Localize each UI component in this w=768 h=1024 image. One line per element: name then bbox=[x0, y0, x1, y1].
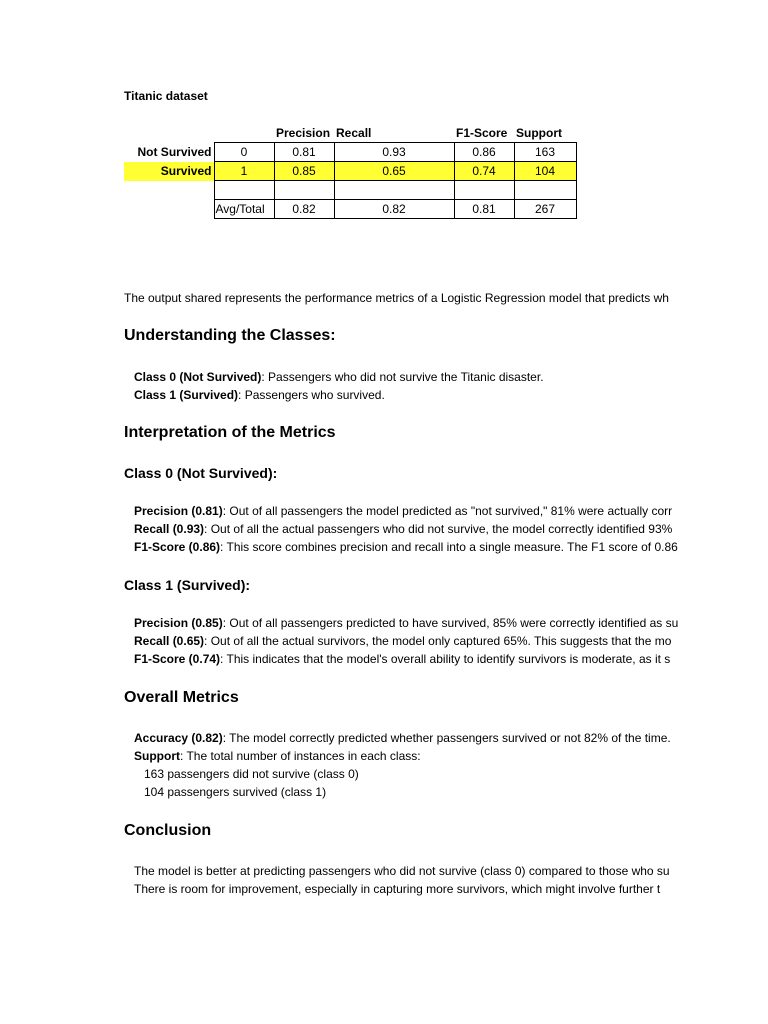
heading-class1: Class 1 (Survived): bbox=[124, 577, 251, 593]
precision-cell[interactable]: 0.81 bbox=[274, 143, 334, 162]
support-class1: 104 passengers survived (class 1) bbox=[144, 785, 327, 799]
empty-cell[interactable] bbox=[454, 181, 514, 200]
c1-precision: Precision (0.85): Out of all passengers predicted to have survived, 85% were correctly identified as su bbox=[134, 616, 679, 630]
metrics-table bbox=[124, 124, 577, 219]
avg-support-cell[interactable]: 267 bbox=[514, 200, 576, 219]
class0-definition: Class 0 (Not Survived): Passengers who did not survive the Titanic disaster. bbox=[134, 370, 544, 384]
f1-cell[interactable]: 0.86 bbox=[454, 143, 514, 162]
conclusion-line-2: There is room for improvement, especially in capturing more survivors, which might involve further t bbox=[134, 882, 661, 896]
heading-classes: Understanding the Classes: bbox=[124, 327, 336, 344]
page-title: Titanic dataset bbox=[124, 89, 208, 103]
table-header-row bbox=[124, 124, 576, 143]
precision-cell[interactable]: 0.85 bbox=[274, 162, 334, 181]
c0-f1: F1-Score (0.86): This score combines precision and recall into a single measure. The F1 score of 0.86 bbox=[134, 540, 678, 554]
avg-f1-cell[interactable]: 0.81 bbox=[454, 200, 514, 219]
class-cell[interactable]: 0 bbox=[214, 143, 274, 162]
support-cell[interactable]: 163 bbox=[514, 143, 576, 162]
row-label-survived: Survived bbox=[124, 162, 214, 181]
support-cell[interactable]: 104 bbox=[514, 162, 576, 181]
c1-f1: F1-Score (0.74): This indicates that the model's overall ability to identify survivors is moderate, as it s bbox=[134, 652, 671, 666]
avg-total-label[interactable]: Avg/Total bbox=[214, 200, 274, 219]
conclusion-line-1: The model is better at predicting passengers who did not survive (class 0) compared to those who su bbox=[134, 864, 670, 878]
recall-cell[interactable]: 0.65 bbox=[334, 162, 454, 181]
header-f1: F1-Score bbox=[456, 126, 508, 140]
heading-overall: Overall Metrics bbox=[124, 689, 239, 706]
c0-precision: Precision (0.81): Out of all passengers the model predicted as "not survived," 81% were actually corr bbox=[134, 504, 673, 518]
empty-cell[interactable] bbox=[214, 181, 274, 200]
table-row-highlighted bbox=[124, 162, 576, 181]
intro-text: The output shared represents the performance metrics of a Logistic Regression model that predicts wh bbox=[124, 291, 669, 305]
support-class0: 163 passengers did not survive (class 0) bbox=[144, 767, 359, 781]
class1-definition: Class 1 (Survived): Passengers who survived. bbox=[134, 388, 385, 402]
header-precision: Precision bbox=[276, 126, 331, 140]
recall-cell[interactable]: 0.93 bbox=[334, 143, 454, 162]
table-row-avg bbox=[124, 200, 576, 219]
support-line: Support: The total number of instances in each class: bbox=[134, 749, 421, 763]
empty-cell[interactable] bbox=[274, 181, 334, 200]
f1-cell[interactable]: 0.74 bbox=[454, 162, 514, 181]
table-row bbox=[124, 143, 576, 162]
empty-cell[interactable] bbox=[514, 181, 576, 200]
row-label-not-survived: Not Survived bbox=[137, 145, 212, 159]
class-cell[interactable]: 1 bbox=[214, 162, 274, 181]
avg-precision-cell[interactable]: 0.82 bbox=[274, 200, 334, 219]
heading-class0: Class 0 (Not Survived): bbox=[124, 465, 278, 481]
header-recall: Recall bbox=[336, 126, 372, 140]
avg-recall-cell[interactable]: 0.82 bbox=[334, 200, 454, 219]
table-row-empty bbox=[124, 181, 576, 200]
c1-recall: Recall (0.65): Out of all the actual survivors, the model only captured 65%. This suggests that the mo bbox=[134, 634, 672, 648]
empty-cell[interactable] bbox=[334, 181, 454, 200]
header-support: Support bbox=[516, 126, 562, 140]
heading-conclusion: Conclusion bbox=[124, 822, 212, 839]
heading-interpretation: Interpretation of the Metrics bbox=[124, 424, 336, 441]
c0-recall: Recall (0.93): Out of all the actual passengers who did not survive, the model correctly identified 93% bbox=[134, 522, 673, 536]
accuracy-line: Accuracy (0.82): The model correctly predicted whether passengers survived or not 82% of the time. bbox=[134, 731, 671, 745]
